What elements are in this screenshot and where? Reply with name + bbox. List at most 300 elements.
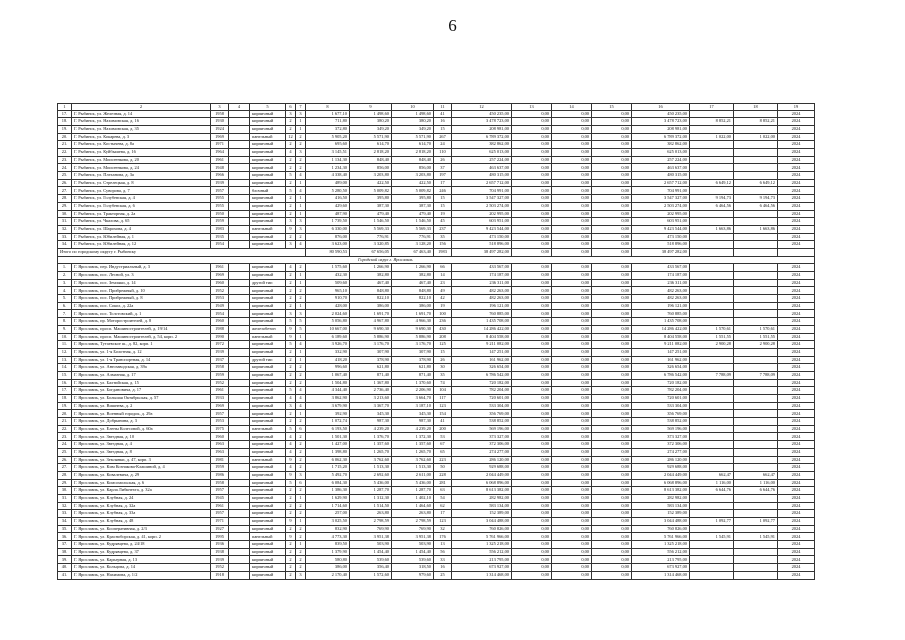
cost-budget-cell: 0,00 [552,348,592,356]
cost-local-cell: 0,00 [592,302,632,310]
cost-total-cell: 473 150,00 [452,233,512,241]
planned-year-cell: 2024 [778,110,815,118]
cost-local-cell: 0,00 [592,518,632,526]
unit-cost-limit-cell: 1 663,86 [734,225,778,233]
planned-year-cell: 2024 [778,287,815,295]
row-number-cell: 28. [58,195,72,203]
cost-owners-cell: 673 927,00 [632,564,690,572]
cost-local-cell: 0,00 [592,494,632,502]
unit-cost-limit-cell [734,233,778,241]
floors-cell: 9 [286,325,296,333]
planned-year-cell: 2024 [778,325,815,333]
year-built-cell: 1961 [211,387,229,395]
year-built-cell: 1963 [211,441,229,449]
area-premises-cell: 1 514,50 [350,502,392,510]
total-area-cell: 4 344,40 [306,387,350,395]
area-premises-cell: 3 213,60 [350,395,392,403]
entrances-cell: 1 [296,179,306,187]
cost-owners-cell: 704 991,00 [632,187,690,195]
cost-fund-cell: 0,00 [512,318,552,326]
table-row [58,448,815,456]
residents-cell: 74 [434,379,452,387]
year-built-cell: 1953 [211,295,229,303]
wall-material-cell: кирпичный [250,564,286,572]
area-residential-cell: 539,60 [392,556,434,564]
floors-cell: 4 [286,433,296,441]
unit-cost-cell [690,125,734,133]
cost-owners-cell: 9 423 544,00 [632,225,690,233]
unit-cost-cell [690,364,734,372]
unit-cost-cell: 1 545,91 [690,533,734,541]
row-number-cell: 28. [58,471,72,479]
cost-owners-cell: 174 187,00 [632,272,690,280]
wall-material-code-cell [229,379,250,387]
column-number-cell: 5 [250,104,286,111]
area-premises-cell: 3 951,38 [350,533,392,541]
area-premises-cell: 776,91 [350,233,392,241]
unit-cost-limit-cell: 6 649,12 [734,179,778,187]
wall-material-cell: панельный [250,225,286,233]
wall-material-cell: другой тип [250,279,286,287]
floors-cell: 2 [286,272,296,280]
floors-cell: 2 [286,302,296,310]
wall-material-cell: другой тип [250,356,286,364]
entrances-cell: 3 [296,471,306,479]
cost-fund-cell: 0,00 [512,202,552,210]
cost-budget-cell: 0,00 [552,133,592,141]
year-built-cell: 1964 [211,149,229,157]
area-premises-cell: 1 376,70 [350,433,392,441]
cost-owners-cell: 760 826,00 [632,525,690,533]
area-residential-cell: 382,80 [392,272,434,280]
entrances-cell: 1 [296,333,306,341]
cost-total-cell: 1 325 218,00 [452,541,512,549]
floors-cell: 2 [286,564,296,572]
unit-cost-cell [690,156,734,164]
wall-material-code-cell [229,456,250,464]
planned-year-cell: 2024 [778,402,815,410]
unit-cost-limit-cell [734,456,778,464]
row-number-cell: 26. [58,456,72,464]
row-number-cell: 22. [58,149,72,157]
cost-fund-cell: 0,00 [512,379,552,387]
cost-fund-cell: 0,00 [512,441,552,449]
total-area-cell: 965,10 [306,287,350,295]
cost-total-cell: 433 567,00 [452,264,512,272]
section-row [58,256,815,264]
area-premises-cell: 621,80 [350,364,392,372]
column-number-cell: 18 [734,104,778,111]
wall-material-code-cell [229,202,250,210]
total-area-cell: 1 629,90 [306,494,350,502]
entrances-cell: 3 [296,310,306,318]
residents-cell: 281 [434,479,452,487]
column-number-cell: 6 [286,104,296,111]
address-cell: Г. Рыбинск, ул. Шарохова, д. 4 [72,225,211,233]
cost-total-cell: 286 120,00 [452,456,512,464]
cost-budget-cell: 0,00 [552,441,592,449]
area-premises-cell: 2 818,20 [350,149,392,157]
cost-fund-cell: 0,00 [512,571,552,579]
planned-year-cell: 2024 [778,464,815,472]
total-area-cell: 1 739,50 [306,218,350,226]
planned-year-cell: 2024 [778,494,815,502]
unit-cost-cell: 1 551,55 [690,333,734,341]
row-number-cell: 31. [58,218,72,226]
area-residential-cell: 2 818,20 [392,149,434,157]
total-area-cell: 1 575,60 [306,264,350,272]
wall-material-code-cell [229,533,250,541]
planned-year-cell: 2024 [778,548,815,556]
row-number-cell: 3. [58,279,72,287]
entrances-cell: 2 [296,364,306,372]
cost-local-cell: 0,00 [592,548,632,556]
area-premises-cell: 5 569,33 [350,225,392,233]
wall-material-cell: кирпичный [250,364,286,372]
cost-budget-cell: 0,00 [552,556,592,564]
address-cell: Г. Ярославль, ул. Ким Кознакова-Клашиной, д. 4 [72,464,211,472]
residents-cell: 236 [434,318,452,326]
cost-owners-cell: 929 688,00 [632,464,690,472]
year-built-cell: 1933 [211,395,229,403]
address-cell: Г. Ярославль, ул. Большая Октябрьская, д. 57 [72,395,211,403]
entrances-cell: 1 [296,356,306,364]
column-number-cell: 3 [211,104,229,111]
unit-cost-limit-cell [734,502,778,510]
cost-local-cell: 0,00 [592,441,632,449]
year-built-cell: 1963 [211,448,229,456]
total-area-cell: 6 062,30 [306,456,350,464]
residents-cell: 32 [434,525,452,533]
residents-cell: 23 [434,279,452,287]
entrances-cell: 1 [296,210,306,218]
cost-owners-cell: 1 325 218,00 [632,541,690,549]
cost-fund-cell: 0,00 [512,272,552,280]
table-row [58,425,815,433]
unit-cost-limit-cell: 1 551,55 [734,333,778,341]
cost-total-cell: 147 251,00 [452,348,512,356]
planned-year-cell: 2024 [778,272,815,280]
entrances-cell: 2 [296,533,306,541]
wall-material-cell: панельный [250,456,286,464]
cost-local-cell: 0,00 [592,502,632,510]
cost-owners-cell: 473 150,00 [632,233,690,241]
unit-cost-cell [690,172,734,180]
year-built-cell: 1954 [211,310,229,318]
unit-cost-cell [690,541,734,549]
area-premises-cell: 5 009,82 [350,187,392,195]
cost-total-cell: 760 885,00 [452,310,512,318]
cost-total-cell: 373 327,00 [452,433,512,441]
row-number-cell: 12. [58,348,72,356]
cost-total-cell: 625 013,00 [452,149,512,157]
cost-owners-cell: 480 315,00 [632,172,690,180]
cost-fund-cell: 0,00 [512,402,552,410]
cost-budget-cell: 0,00 [552,564,592,572]
cost-budget-cell: 0,00 [552,141,592,149]
unit-cost-limit-cell: 1 570,61 [734,325,778,333]
total-area-cell: 386,00 [306,564,350,572]
floors-cell: 2 [286,418,296,426]
cost-owners-cell: 2 503 274,00 [632,202,690,210]
year-built-cell: 1952 [211,564,229,572]
address-cell: Г. Ярославль, ул. Нахимова, д. 1/2 [72,571,211,579]
cost-owners-cell: 202 995,00 [632,210,690,218]
total-row [58,248,815,256]
row-number-cell: 17. [58,387,72,395]
total-area-cell: 432,30 [306,272,350,280]
year-built-cell: 1930 [211,118,229,126]
floors-cell: 4 [286,448,296,456]
floors-cell: 2 [286,356,296,364]
cost-budget-cell: 0,00 [552,371,592,379]
column-number-cell: 11 [434,104,452,111]
unit-cost-limit-cell [734,172,778,180]
wall-material-code-cell [229,264,250,272]
total-area-cell: 6 189,60 [306,333,350,341]
table-row [58,179,815,187]
total-area-cell: 1 714,60 [306,502,350,510]
cost-fund-cell: 0,00 [512,264,552,272]
total-area-cell: 392,90 [306,410,350,418]
floors-cell: 2 [286,556,296,564]
year-built-cell: 1988 [211,325,229,333]
cost-owners-cell: 286 120,00 [632,456,690,464]
area-residential-cell: 345,30 [392,410,434,418]
cost-owners-cell: 373 327,00 [632,433,690,441]
total-area-cell: 876,00 [306,233,350,241]
cost-budget-cell: 0,00 [552,379,592,387]
planned-year-cell: 2024 [778,533,815,541]
wall-material-code-cell [229,402,250,410]
year-built-cell: 1924 [211,125,229,133]
table-row [58,272,815,280]
year-built-cell: 1955 [211,195,229,203]
entrances-cell: 3 [296,571,306,579]
wall-material-code-cell [229,310,250,318]
residents-cell: 14 [434,272,452,280]
cost-total-cell: 6 789 372,00 [452,133,512,141]
cost-fund-cell: 0,00 [512,541,552,549]
cost-total-cell: 236 311,00 [452,279,512,287]
row-number-cell: 25. [58,172,72,180]
cost-total-cell: 720 182,00 [452,379,512,387]
area-premises-cell: 3 320,85 [350,241,392,249]
wall-material-cell: кирпичный [250,164,286,172]
table-row [58,494,815,502]
total-area-cell: 580,80 [306,556,350,564]
address-cell: Г. Ярославль, ул. Богдановича, д. 17 [72,387,211,395]
table-row [58,118,815,126]
unit-cost-cell: 6 649,12 [690,179,734,187]
cost-local-cell: 0,00 [592,402,632,410]
table-row [58,295,815,303]
unit-cost-cell [690,456,734,464]
row-number-cell: 33. [58,510,72,518]
table-row [58,510,815,518]
wall-material-code-cell [229,518,250,526]
floors-cell: 4 [286,395,296,403]
residents-cell: 208 [434,333,452,341]
wall-material-code-cell [229,295,250,303]
entrances-cell: 6 [296,425,306,433]
unit-cost-cell [690,149,734,157]
address-cell: Г. Ярославль, ул. Алмазная, д. 17 [72,371,211,379]
address-cell: Г. Ярославль, ул. 1-я Транспортная, д. 14 [72,356,211,364]
cost-fund-cell: 0,00 [512,187,552,195]
area-residential-cell: 776,91 [392,233,434,241]
residents-cell: 13 [434,541,452,549]
year-built-cell: 1995 [211,533,229,541]
cost-budget-cell: 0,00 [552,448,592,456]
wall-material-code-cell [229,133,250,141]
total-area-cell: 487,90 [306,210,350,218]
table-row [58,402,815,410]
residents-cell: 49 [434,287,452,295]
area-residential-cell: 503,90 [392,541,434,549]
cost-owners-cell: 433 567,00 [632,264,690,272]
year-built-cell: 1961 [211,264,229,272]
cost-total-cell: 3 547 327,00 [452,195,512,203]
wall-material-cell: кирпичный [250,556,286,564]
cost-total-cell: 538 852,00 [452,418,512,426]
table-row [58,395,815,403]
area-premises-cell: 4 239,20 [350,425,392,433]
cost-owners-cell: 3 547 327,00 [632,195,690,203]
wall-material-code-cell [229,502,250,510]
cost-fund-cell: 0,00 [512,487,552,495]
residents-cell: 110 [434,149,452,157]
cost-fund-cell: 0,00 [512,502,552,510]
cost-total-cell: 202 995,00 [452,210,512,218]
wall-material-code-cell [229,418,250,426]
table-row [58,433,815,441]
unit-cost-limit-cell [734,410,778,418]
total-area-cell: 996,60 [306,364,350,372]
area-premises-cell: 382,80 [350,272,392,280]
table-row [58,379,815,387]
year-built-cell: 1938 [211,548,229,556]
planned-year-cell: 2024 [778,433,815,441]
cost-local-cell: 0,00 [592,149,632,157]
cost-local-cell: 0,00 [592,295,632,303]
cost-total-cell: 2 044 449,00 [452,471,512,479]
floors-cell: 2 [286,141,296,149]
cost-total-cell: 1 435 708,00 [452,318,512,326]
table-row [58,441,815,449]
table-row [58,518,815,526]
area-premises-cell: 1 546,50 [350,218,392,226]
planned-year-cell: 2024 [778,471,815,479]
area-premises-cell: 2 736,40 [350,387,392,395]
unit-cost-cell: 7 788,09 [690,371,734,379]
cost-fund-cell: 0,00 [512,172,552,180]
unit-cost-cell [690,448,734,456]
residents-cell: 15 [434,195,452,203]
total-area-cell: 1 427,00 [306,441,350,449]
unit-cost-limit-cell [734,279,778,287]
cost-budget-cell: 0,00 [552,110,592,118]
cost-local-cell: 0,00 [592,471,632,479]
year-built-cell: 1990 [211,333,229,341]
cost-total-cell: 14 286 422,00 [452,325,512,333]
cost-total-cell: 174 187,00 [452,272,512,280]
unit-cost-cell [690,502,734,510]
cost-budget-cell: 0,00 [552,487,592,495]
cost-total-cell: 274 277,00 [452,448,512,456]
cost-budget-cell: 0,00 [552,356,592,364]
row-number-cell: 19. [58,402,72,410]
area-premises-cell: 848,80 [350,287,392,295]
area-residential-cell: 2 798,59 [392,518,434,526]
row-number-cell: 19. [58,125,72,133]
entrances-cell: 1 [296,279,306,287]
unit-cost-cell [690,356,734,364]
area-residential-cell: 422,50 [392,179,434,187]
unit-cost-limit-cell: 2 900,28 [734,341,778,349]
unit-cost-limit-cell: 8 852,21 [734,118,778,126]
area-premises-cell: 4 967,80 [350,318,392,326]
cost-owners-cell: 152 389,00 [632,510,690,518]
entrances-cell: 3 [296,149,306,157]
cost-total-cell: 482 263,00 [452,287,512,295]
area-premises-cell: 1 513,30 [350,464,392,472]
unit-cost-limit-cell: 1 022,00 [734,133,778,141]
cost-local-cell: 0,00 [592,533,632,541]
entrances-cell: 4 [296,395,306,403]
unit-cost-cell [690,510,734,518]
planned-year-cell: 2024 [778,571,815,579]
area-residential-cell: 979,60 [392,571,434,579]
cost-owners-cell: 236 311,00 [632,279,690,287]
year-built-cell: 1969 [211,133,229,141]
residents-cell: 19 [434,302,452,310]
address-cell: Г. Рыбинск, ул. Железная, д. 14 [72,110,211,118]
area-residential-cell: 3 664,70 [392,395,434,403]
floors-cell: 3 [286,310,296,318]
wall-material-code-cell [229,425,250,433]
floors-cell: 2 [286,233,296,241]
residents-cell: 35 [434,233,452,241]
wall-material-code-cell [229,118,250,126]
unit-cost-limit-cell [734,356,778,364]
year-built-cell: 1975 [211,425,229,433]
unit-cost-limit-cell: 1 092,77 [734,518,778,526]
area-residential-cell: 387,30 [392,202,434,210]
cost-total-cell: 3 478 723,00 [452,118,512,126]
wall-material-code-cell [229,302,250,310]
unit-cost-cell [690,302,734,310]
floors-cell: 9 [286,225,296,233]
area-residential-cell: 3 203,80 [392,172,434,180]
cost-fund-cell: 0,00 [512,341,552,349]
wall-material-cell: кирпичный [250,195,286,203]
cost-owners-cell: 9 211 082,00 [632,341,690,349]
table-row [58,348,815,356]
total-area-cell: 1 504,80 [306,379,350,387]
residents-cell: 246 [434,187,452,195]
cost-total-cell: 603 951,00 [452,218,512,226]
residents-cell: 267 [434,133,452,141]
cost-fund-cell: 0,00 [512,325,552,333]
residents-cell: 100 [434,310,452,318]
floors-cell: 2 [286,195,296,203]
residents-cell: 15 [434,202,452,210]
entrances-cell: 4 [296,402,306,410]
row-number-cell: 1. [58,264,72,272]
wall-material-cell: кирпичный [250,548,286,556]
row-number-cell: 31. [58,494,72,502]
